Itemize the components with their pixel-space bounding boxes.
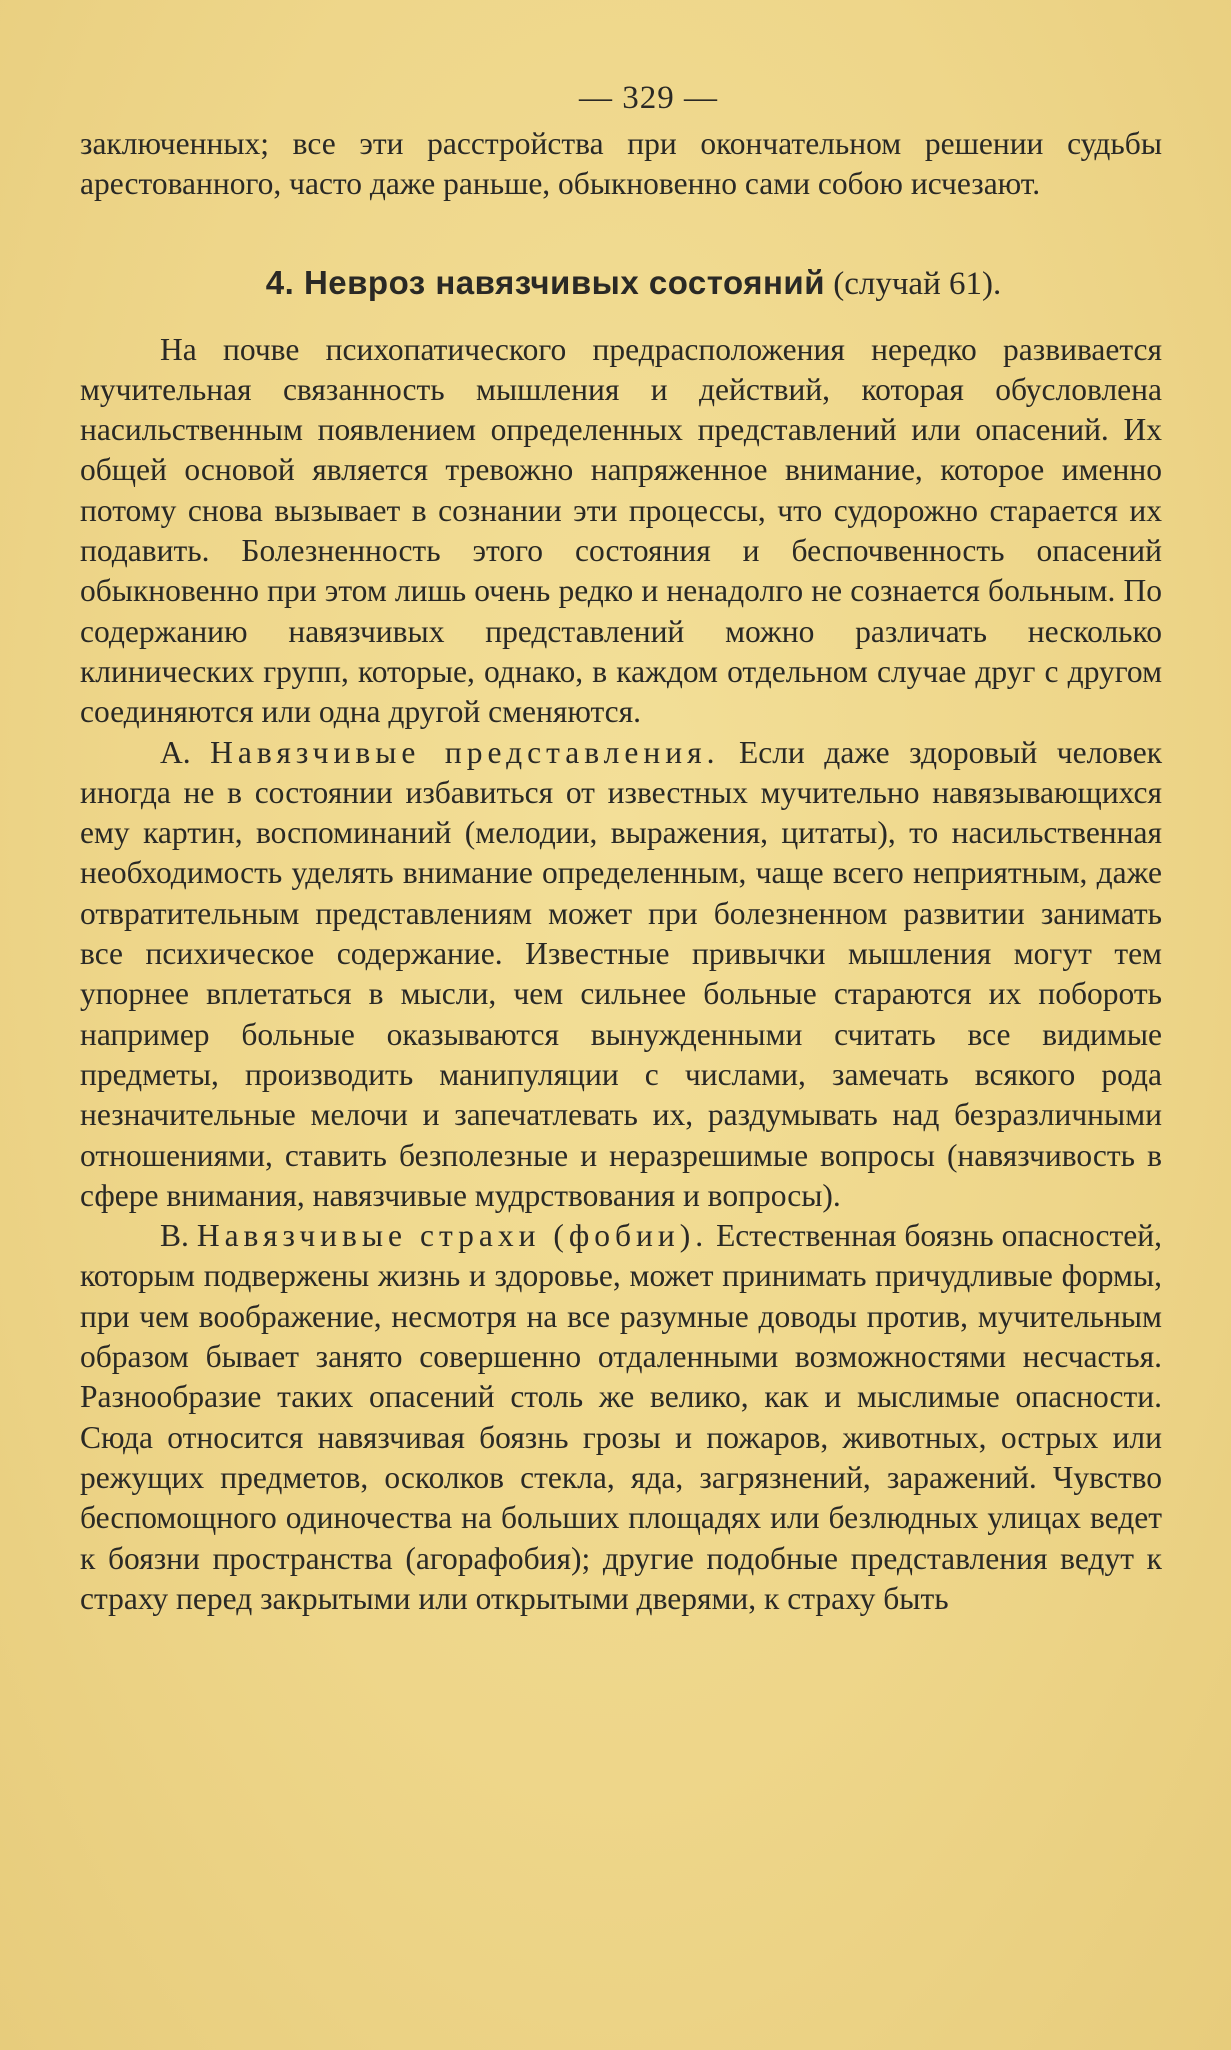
- section-heading: [105, 263, 1162, 304]
- paragraph-phobias: [80, 1216, 1162, 1619]
- continuation-paragraph: заключенных; все эти расстройства при окончательном решении судьбы арестованного, часто даже раньше, обыкновенно сами собою исчезают.: [80, 126, 1162, 202]
- section-heading-case: (случай 61).: [833, 265, 1002, 302]
- page-number: — 329 —: [579, 80, 718, 116]
- paragraph-intro: На почве психопатического предрасположения нередко развивается мучительная связанность мышления и действий, которая обусловлена насильственным появлением определенных представлений или опасений. Их общей основой является тревожно напряженное внимание, которое именно потому снова вызывает в сознании эти процессы, что судорожно старается их подавить. Болезненность этого состояния и беспочвенность опасений обыкновенно при этом лишь очень редко и ненадолго не сознается больным. По содержанию навязчивых представлений можно различать несколько клинических групп, которые, однако, в каждом отдельном случае друг с другом соединяются или одна другой сменяются.: [80, 331, 1162, 730]
- section-heading-title: 4. Невроз навязчивых состояний: [265, 263, 825, 301]
- paragraph-obsessive-ideas-prefix: А.: [160, 734, 191, 770]
- paragraph-phobias-text: Естественная боязнь опасностей, которым подвержены жизнь и здоровье, может принимать причудливые формы, при чем воображение, несмотря на все разумные доводы против, мучительным образом бывает занято совершенно отдаленными возможностями несчастья. Разнообразие таких опасений столь же велико, как и мыслимые опасности. Сюда относится навязчивая боязнь грозы и пожаров, животных, острых или режущих предметов, осколков стекла, яда, загрязнений, заражений. Чувство беспомощного одиночества на больших площадях или безлюдных улицах ведет к боязни пространства (агорафобия); другие подобные представления ведут к страху перед закрытыми или открытыми дверями, к страху быть: [80, 1218, 1163, 1616]
- book-page: [80, 78, 1162, 1619]
- paragraph-phobias-term: Навязчивые страхи (фобии).: [196, 1218, 709, 1254]
- paragraph-obsessive-ideas: [80, 733, 1162, 1217]
- paragraph-obsessive-ideas-term: Навязчивые представления.: [210, 734, 720, 770]
- paragraph-phobias-prefix: В.: [160, 1218, 189, 1254]
- paragraph-obsessive-ideas-text: Если даже здоровый человек иногда не в состоянии избавиться от известных мучительно навязывающихся ему картин, воспоминаний (мелодии, выражения, цитаты), то насильственная необходимость уделять внимание определенным, чаще всего неприятным, даже отвратительным представлениям может при болезненном развитии занимать все психическое содержание. Известные привычки мышления могут тем упорнее вплетаться в мысли, чем сильнее больные стараются их побороть например больные оказываются вынужденными считать все видимые предметы, производить манипуляции с числами, замечать всякого рода незначительные мелочи и запечатлевать их, раздумывать над безразличными отношениями, ставить безполезные и неразрешимые вопросы (навязчивость в сфере внимания, навязчивые мудрствования и вопросы).: [80, 734, 1163, 1213]
